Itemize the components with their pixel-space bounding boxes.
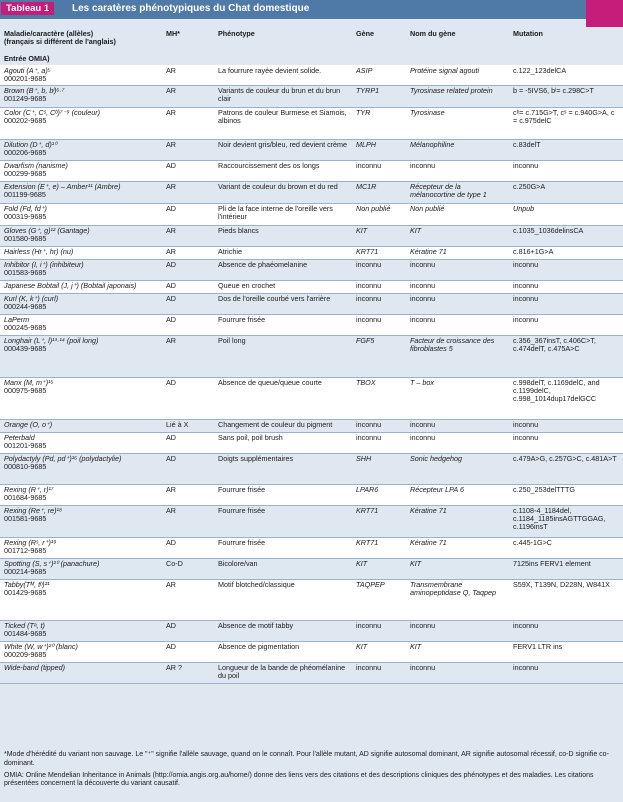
trait-name: Dilution (D⁺, d)¹⁰ [4,139,58,149]
mutation-cell: inconnu [509,259,623,280]
mutation-cell: c.250G>A [509,181,623,203]
trait-name: Inhibitor (I, i⁺) (inhibiteur) [4,259,84,269]
table-row [0,85,623,107]
omia-id: 000439-9685 [4,343,47,353]
phenotype-cell: Absence de motif tabby [214,620,352,641]
mh-cell: AD [162,453,214,484]
table-row [0,246,623,259]
trait-name: Rexing (Rˢ, r⁺)¹⁹ [4,537,57,547]
phenotype-cell: Raccourcissement des os longs [214,160,352,181]
phenotype-cell: Queue en crochet [214,280,352,293]
gene-name-cell: inconnu [406,160,509,181]
gene-cell: KRT71 [352,246,406,259]
trait-cell [0,620,162,641]
omia-id: 000245-9685 [4,322,47,332]
table-row [0,335,623,377]
trait-cell [0,139,162,160]
phenotype-table [0,27,623,684]
table-number-tag: Tableau 1 [1,2,54,15]
trait-cell [0,505,162,537]
mh-cell: AD [162,160,214,181]
col-header-gene: Gène [352,27,406,65]
trait-cell [0,419,162,432]
gene-cell: TYRP1 [352,85,406,107]
trait-name: Peterbald [4,432,35,442]
trait-name: Tabby(Tᴹ, tᵇ)²¹ [4,579,50,589]
mutation-cell: c.122_123delCA [509,65,623,85]
gene-name-cell: Non publié [406,203,509,225]
mh-cell: AD [162,259,214,280]
table-title: Les caratères phénotypiques du Chat domestique [72,3,310,14]
trait-name: Hairless (Hr⁺, hr) (nu) [4,246,74,256]
mutation-cell: inconnu [509,160,623,181]
trait-cell [0,579,162,620]
gene-cell: FGF5 [352,335,406,377]
gene-name-cell: Transmembrane aminopeptidase Q, Taqpep [406,579,509,620]
phenotype-cell: La fourrure rayée devient solide. [214,65,352,85]
trait-cell [0,314,162,335]
gene-cell: inconnu [352,160,406,181]
phenotype-cell: Variant de couleur du brown et du red [214,181,352,203]
gene-cell: KRT71 [352,505,406,537]
phenotype-cell: Sans poil, poil brush [214,432,352,453]
gene-cell: KIT [352,641,406,662]
omia-id: 001712-9685 [4,545,47,555]
trait-name: Fold (Fd, fd⁺) [4,203,47,213]
mh-cell: AD [162,641,214,662]
trait-name: Wide-band (tipped) [4,662,66,672]
mh-cell: AR [162,335,214,377]
gene-cell: KRT71 [352,537,406,558]
omia-id: 001199-9685 [4,189,46,199]
gene-cell: TYR [352,107,406,139]
gene-name-cell: Kératine 71 [406,246,509,259]
omia-id: 000244-9685 [4,301,47,311]
omia-id: 001580-9685 [4,233,47,243]
gene-cell: KIT [352,225,406,246]
table-row [0,139,623,160]
phenotype-cell: Pieds blancs [214,225,352,246]
table-row [0,620,623,641]
trait-cell [0,85,162,107]
omia-id: 000319-9685 [4,211,47,221]
table-row [0,65,623,85]
gene-name-cell: Kératine 71 [406,505,509,537]
omia-id: 000810-9685 [4,461,47,471]
mh-cell: AR [162,85,214,107]
gene-name-cell: inconnu [406,620,509,641]
footnote [0,751,623,792]
trait-name: Extension (E⁺, e) – Amber¹¹ (Ambre) [4,181,121,191]
title-corner-accent [586,0,623,27]
phenotype-cell: Pli de la face interne de l'oreille vers l'intérieur [214,203,352,225]
gene-name-cell: KIT [406,225,509,246]
trait-cell [0,537,162,558]
mutation-cell: Unpub [509,203,623,225]
gene-name-cell: Tyrosinase [406,107,509,139]
table-row [0,203,623,225]
trait-cell [0,181,162,203]
gene-name-cell: Kératine 71 [406,537,509,558]
table-header-row [0,27,623,65]
mutation-cell: inconnu [509,293,623,314]
gene-name-cell: inconnu [406,293,509,314]
phenotype-cell: Dos de l'oreille courbé vers l'arrière [214,293,352,314]
trait-name: Rexing (Re⁺, re)¹⁸ [4,505,63,515]
trait-name: Longhair (L⁺, l)¹³·¹⁴ (poil long) [4,335,99,345]
phenotype-cell: Variants de couleur du brun et du brun clair [214,85,352,107]
gene-name-cell: Récepteur LPA 6 [406,484,509,505]
phenotype-cell: Absence de queue/queue courte [214,377,352,419]
mutation-cell: c.250_253delTTTG [509,484,623,505]
omia-id: 000209-9685 [4,649,47,659]
gene-cell: Non publié [352,203,406,225]
trait-name: Kurl (K, k⁺) (curl) [4,293,59,303]
mutation-cell: c.479A>G, c.257G>C, c.481A>T [509,453,623,484]
gene-name-cell: inconnu [406,280,509,293]
trait-cell [0,662,162,683]
gene-name-cell: Récepteur de la mélanocortine de type 1 [406,181,509,203]
gene-cell: inconnu [352,620,406,641]
gene-cell: ASIP [352,65,406,85]
gene-name-cell: Facteur de croissance des fibroblastes 5 [406,335,509,377]
trait-cell [0,203,162,225]
trait-cell [0,558,162,579]
trait-cell [0,484,162,505]
mh-cell: AR [162,65,214,85]
gene-cell: inconnu [352,293,406,314]
mh-cell: AR [162,484,214,505]
trait-cell [0,453,162,484]
omia-id: 000202-9685 [4,115,47,125]
phenotype-cell: Fourrure frisée [214,505,352,537]
trait-cell [0,293,162,314]
gene-cell: MC1R [352,181,406,203]
table-row [0,314,623,335]
table-row [0,419,623,432]
mutation-cell: c.445-1G>C [509,537,623,558]
phenotype-cell: Doigts supplémentaires [214,453,352,484]
gene-cell: TBOX [352,377,406,419]
phenotype-cell: Poil long [214,335,352,377]
table-row [0,377,623,419]
mutation-cell: c.998delT, c.1169delC, and c.1199delC, c.998_1014dup17delGCC [509,377,623,419]
mh-cell: AR [162,107,214,139]
omia-id: 001581-9685 [4,513,47,523]
table-row [0,505,623,537]
mh-cell: AD [162,280,214,293]
gene-cell: inconnu [352,662,406,683]
mutation-cell: inconnu [509,432,623,453]
trait-cell [0,432,162,453]
mutation-cell: S59X, T139N, D228N, W841X [509,579,623,620]
omia-id: 000299-9685 [4,168,47,178]
gene-cell: inconnu [352,419,406,432]
trait-name: LaPerm [4,314,30,324]
phenotype-cell: Longueur de la bande de phéomélanine du poil [214,662,352,683]
phenotype-cell: Bicolore/van [214,558,352,579]
trait-cell [0,259,162,280]
gene-cell: inconnu [352,314,406,335]
mutation-cell: c.1108-4_1184del, c.1184_1185insAGTTGGAG, c.1196insT [509,505,623,537]
table-row [0,259,623,280]
mutation-cell: c.1035_1036delinsCA [509,225,623,246]
table-row [0,579,623,620]
trait-name: Brown (B⁺, b, bˡ)⁶·⁷ [4,85,65,95]
mh-cell: AD [162,293,214,314]
table-row [0,537,623,558]
mh-cell: AR [162,139,214,160]
trait-name: Rexing (R⁺, r)¹⁷ [4,484,54,494]
phenotype-cell: Fourrure frisée [214,314,352,335]
phenotype-cell: Atrichie [214,246,352,259]
trait-name: Manx (M, m⁺)¹⁵ [4,377,54,387]
phenotype-cell: Absence de phaéomelanine [214,259,352,280]
mutation-cell: c.356_367insT, c.406C>T, c.474delT, c.475A>C [509,335,623,377]
title-bar [0,0,623,19]
mutation-cell: cᵇ= c.715G>T, cˢ = c.940G>A, c = c.975delC [509,107,623,139]
omia-id: 001249-9685 [4,93,47,103]
table-row [0,280,623,293]
table-row [0,558,623,579]
table-row [0,293,623,314]
table-row [0,225,623,246]
gene-cell: inconnu [352,432,406,453]
gene-name-cell: inconnu [406,432,509,453]
gene-name-cell: Tyrosinase related protein [406,85,509,107]
mh-cell: Lié à X [162,419,214,432]
omia-id: 001684-9685 [4,492,47,502]
gene-cell: SHH [352,453,406,484]
omia-id: 001484-9685 [4,628,47,638]
table-row [0,181,623,203]
gene-cell: TAQPEP [352,579,406,620]
omia-id: 000214-9685 [4,566,47,576]
trait-cell [0,107,162,139]
mh-cell: AD [162,620,214,641]
mutation-cell: c.816+1G>A [509,246,623,259]
footnote-omia: OMIA: Online Mendelian Inheritance in Animals (http://omia.angis.org.au/home/) donne des liens vers des citations et des descriptions cliniques des phénotypes et des maladies. Les citations présentées concernent la découverte du variant causatif. [4,771,594,788]
gene-name-cell: KIT [406,641,509,662]
mh-cell: AD [162,432,214,453]
table-row [0,641,623,662]
gene-cell: inconnu [352,259,406,280]
gene-cell: KIT [352,558,406,579]
phenotype-cell: Patrons de couleur Burmese et Siamois, albinos [214,107,352,139]
trait-name: Spotting (S, s⁺)²⁰ (panachure) [4,558,100,568]
table-row [0,432,623,453]
table-row [0,484,623,505]
omia-id: 000975-9685 [4,385,47,395]
gene-name-cell: inconnu [406,662,509,683]
mutation-cell: c.83delT [509,139,623,160]
mh-cell: AR [162,181,214,203]
gene-cell: inconnu [352,280,406,293]
mutation-cell: inconnu [509,280,623,293]
trait-cell [0,335,162,377]
trait-cell [0,225,162,246]
omia-id: 000206-9685 [4,147,47,157]
col-header-phenotype: Phénotype [214,27,352,65]
phenotype-cell: Noir devient gris/bleu, red devient crème [214,139,352,160]
gene-cell: MLPH [352,139,406,160]
mh-cell: AD [162,537,214,558]
mh-cell: Co-D [162,558,214,579]
gene-name-cell: Sonic hedgehog [406,453,509,484]
mh-cell: AD [162,377,214,419]
trait-name: Polydactyly (Pd, pd⁺)¹⁶ (polydactylie) [4,453,122,463]
col-header-mh: MH* [162,27,214,65]
mh-cell: AD [162,203,214,225]
trait-cell [0,65,162,85]
mh-cell: AR [162,246,214,259]
trait-cell [0,160,162,181]
trait-name: Ticked (Tᵃ, t) [4,620,45,630]
col-header-mutation: Mutation [509,27,623,65]
table-row [0,107,623,139]
table-row [0,160,623,181]
phenotype-cell: Motif blotched/classique [214,579,352,620]
trait-name: Dwarfism (nanisme) [4,160,68,170]
trait-name: Japanese Bobtail (J, j⁺) (Bobtail japonais) [4,280,137,290]
mh-cell: AR [162,579,214,620]
mh-cell: AR [162,225,214,246]
phenotype-cell: Fourrure frisée [214,484,352,505]
phenotype-cell: Fourrure frisée [214,537,352,558]
col-header-trait: Maladie/caractère (allèles) (français si différent de l'anglais) Entrée OMIA) [0,27,162,65]
table-row [0,453,623,484]
footnote-mode: *Mode d'hérédité du variant non sauvage. Le "⁺" signifie l'allèle sauvage, quand on le connaît. Pour l'allèle mutant, AD signifie autosomal dominant, AR signifie autosomal récessif, co-D signifie co-dominant. [4,751,609,767]
gene-name-cell: Protéine signal agouti [406,65,509,85]
gene-cell: LPAR6 [352,484,406,505]
trait-cell [0,246,162,259]
trait-name: Gloves (G⁺, g)¹² (Gantage) [4,225,90,235]
mutation-cell: inconnu [509,314,623,335]
omia-id: 001583-9685 [4,267,47,277]
trait-name: Orange (O, o⁺) [4,419,53,429]
col-header-gene-name: Nom du gène [406,27,509,65]
trait-name: Agouti (A⁺, a)⁵ [4,65,51,75]
table-row [0,662,623,683]
gene-name-cell: inconnu [406,419,509,432]
mh-cell: AR ? [162,662,214,683]
trait-cell [0,280,162,293]
gene-name-cell: T – box [406,377,509,419]
gene-name-cell: KIT [406,558,509,579]
mutation-cell: inconnu [509,620,623,641]
mutation-cell: FERV1 LTR ins [509,641,623,662]
trait-name: White (W, w⁺)²⁰ (blanc) [4,641,78,651]
mh-cell: AD [162,314,214,335]
omia-id: 001429-9685 [4,587,47,597]
trait-name: Color (C⁺, Cˢ, Cᵇ)⁷⁻⁹ (couleur) [4,107,100,117]
phenotype-cell: Absence de pigmentation [214,641,352,662]
gene-name-cell: inconnu [406,314,509,335]
mutation-cell: b = -5IVS6, bˡ= c.298C>T [509,85,623,107]
gene-name-cell: inconnu [406,259,509,280]
mutation-cell: inconnu [509,662,623,683]
omia-id: 001201-9685 [4,440,47,450]
omia-id: 000201-9685 [4,73,47,83]
trait-cell [0,377,162,419]
mutation-cell: 7125ins FERV1 element [509,558,623,579]
gene-name-cell: Mélanophiline [406,139,509,160]
phenotype-cell: Changement de couleur du pigment [214,419,352,432]
mutation-cell: inconnu [509,419,623,432]
mh-cell: AR [162,505,214,537]
trait-cell [0,641,162,662]
